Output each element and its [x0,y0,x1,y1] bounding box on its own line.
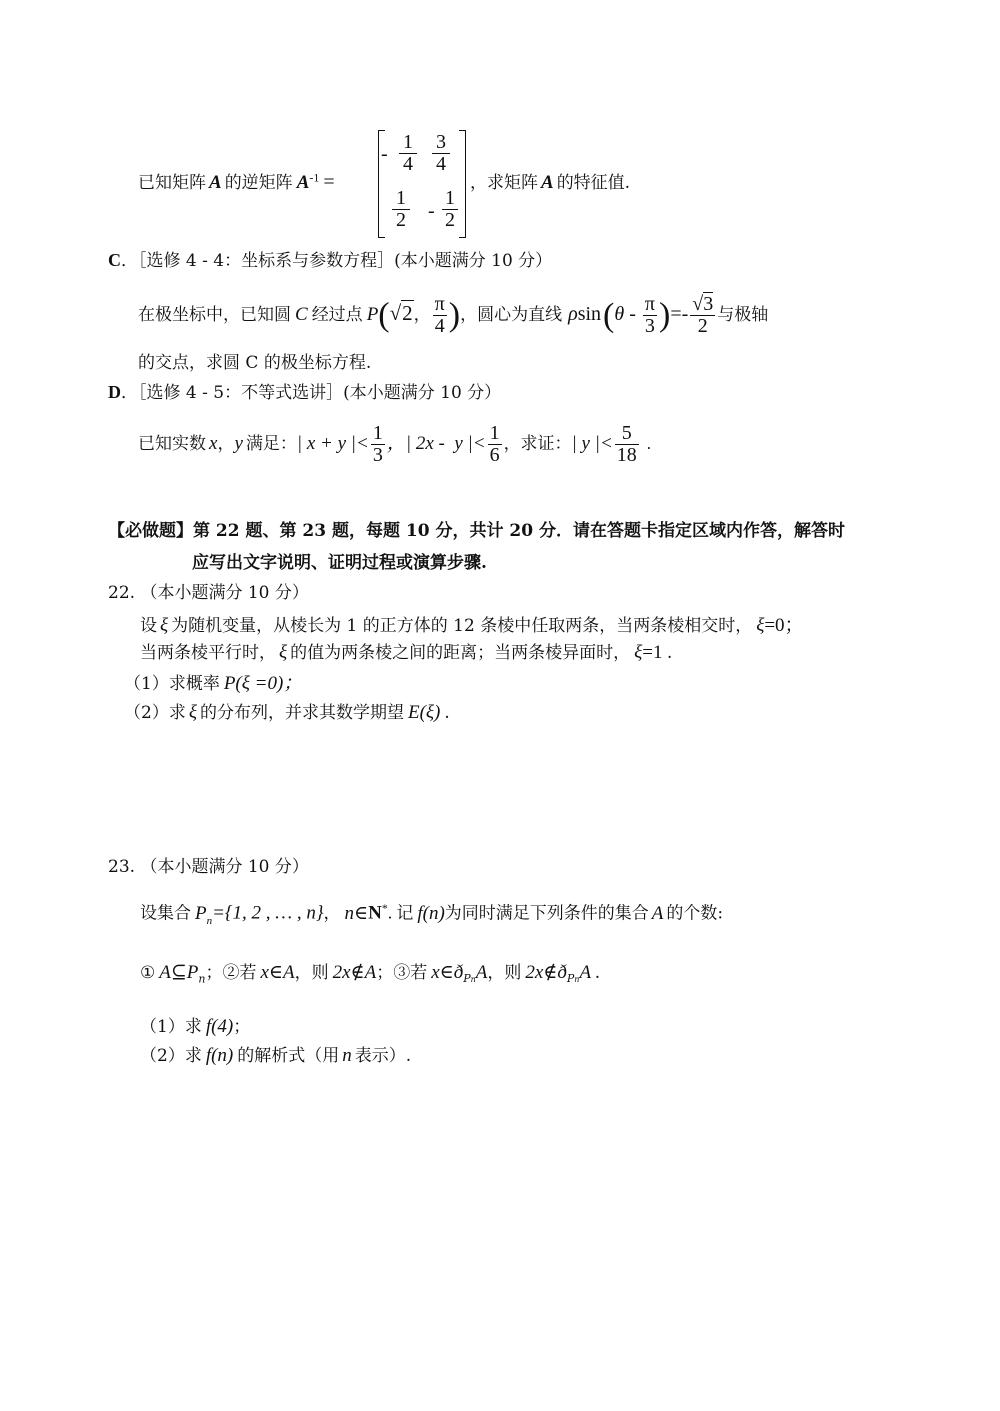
x-in-A: x∈A [260,962,295,983]
text: . 记 [387,903,414,923]
denominator: 18 [616,444,637,466]
comma: ， [217,434,235,454]
fraction-5-18 [615,423,639,466]
text: ，求矩阵 [470,173,538,193]
text: 表示）. [354,1046,412,1066]
denominator: 3 [372,444,383,466]
point-P: P [366,304,379,325]
section-c-line2 [138,348,371,373]
set-A: A . [579,962,601,983]
theta: θ [614,303,625,325]
inequality-3: | y |< [571,433,613,454]
exponent: -1 [309,170,320,185]
q23-part2 [140,1041,411,1067]
numerator: 1 [403,131,413,153]
xi: ξ [188,702,197,723]
period: . [646,434,652,453]
equals-zero: =0； [764,615,804,636]
text: ；②若 [205,963,257,983]
required-instructions-line1 [108,516,845,541]
matrix-A-inverse: A [296,172,310,193]
subscript-Pn [567,972,580,985]
fraction-pi-over-4 [433,294,447,337]
text: （1）求 [140,1017,202,1037]
text: 已知实数 [138,434,206,454]
numerator: 1 [445,187,455,209]
n-in: n∈ [344,902,369,924]
inequality-1: | x + y |< [296,433,369,454]
matrix-cell-r2c1 [392,188,410,231]
section-label: C [108,250,121,270]
subscript-n: n [206,914,213,927]
fraction-1-3 [371,423,385,466]
q22-part1 [124,668,302,695]
radicand: 2 [402,301,413,325]
2x-not-in-complement: 2x∉ð [525,962,567,983]
q22-part2 [124,698,450,724]
numerator: π [644,293,655,315]
text: ，则 [294,963,329,983]
text: 与极轴 [717,305,769,325]
q22-line1 [140,610,804,637]
circled-1: ① [140,963,156,983]
heading-text: ．［选修 4 - 5：不等式选讲］(本小题满分 10 分） [121,383,502,403]
denominator: 3 [643,315,657,337]
xi: ξ [756,615,765,636]
sqrt-2: √2 [389,301,413,325]
fraction-pi-over-3 [643,294,657,337]
xi: ξ [279,642,288,663]
section-c-heading [108,246,552,271]
radicand: 3 [703,293,714,315]
circle-C: C [295,304,308,325]
text: 的逆矩阵 [224,173,293,193]
matrix-cell-r1c2 [432,132,450,175]
section-label: D [108,382,121,402]
text: 的特征值. [556,173,631,193]
P: P [566,972,575,986]
denominator: 2 [392,209,410,231]
f-of-4: f(4) [205,1016,234,1037]
probability-expression: P(ξ =0)； [223,673,303,694]
matrix-problem-tail [470,168,630,194]
text: ； [233,1017,251,1037]
paren-close: ) [658,296,671,334]
text: 满足： [245,434,297,454]
text: ，则 [487,963,522,983]
equals-minus: =- [670,303,689,325]
q23-heading [108,852,309,877]
matrix-cell-r1c1 [381,131,417,175]
matrix-bracket-right [459,130,466,238]
section-d-line1 [138,420,651,468]
numerator: √3 [692,293,714,315]
q23-conditions [140,955,600,998]
denominator: 6 [489,444,500,466]
set-A: A [651,902,664,924]
numerator: 3 [436,131,446,153]
text: 为同时满足下列条件的集合 [444,903,649,924]
text: 为随机变量，从棱长为 1 的正方体的 12 条棱中任取两条，当两条棱相交时， [171,616,753,636]
var-x: x [209,433,218,454]
text: 的解析式（用 [237,1046,340,1066]
minus-sign: - [428,200,435,222]
denominator: 4 [399,153,417,175]
q23-part1 [140,1012,250,1038]
subscript-n: n [198,972,206,986]
set-Pn [195,902,213,927]
matrix-cell-r2c2 [428,188,458,231]
text: 的值为两条棱之间的距离；当两条棱异面时， [290,643,631,663]
expectation-expression: E(ξ) . [407,702,450,723]
text: 的交点，求圆 C 的极坐标方程. [138,353,372,373]
denominator: 2 [690,315,715,337]
subscript-Pn [463,972,476,985]
comma: ， [413,305,431,325]
sin: sin [577,303,602,325]
n: n [574,975,580,985]
rho: ρ [568,303,578,325]
x-in-complement: x∈ð [431,962,464,983]
text: 当两条棱平行时， [140,643,276,663]
denominator: 4 [432,153,450,175]
inequality-2: ，| 2x - y |< [386,433,486,454]
text: ，求证： [503,434,572,454]
xi: ξ [634,642,643,663]
naturals-N: N [368,902,382,924]
numerator: 5 [621,422,632,444]
denominator: 2 [442,209,458,231]
f-of-n: f(n) [205,1045,234,1066]
text: 的个数: [666,903,724,924]
minus-sign: - [381,143,388,165]
denominator: 4 [433,315,447,337]
text: （2）求 [124,703,186,723]
set-A: A [475,962,488,983]
matrix-A: A [541,172,554,193]
q22-heading [108,578,309,603]
var-y: y [234,433,243,454]
matrix-A: A [209,172,222,193]
P: P [195,902,207,924]
numerator: 1 [396,187,406,209]
text: （1）求概率 [124,674,220,694]
required-instructions-line2 [192,548,487,573]
fraction-1-6 [488,423,502,466]
text: 应写出文字说明、证明过程或演算步骤. [192,553,487,573]
P: P [463,972,471,986]
numerator: 1 [372,422,383,444]
comma: ， [323,903,341,924]
n: n [470,975,476,985]
text: 22. （本小题满分 10 分） [108,583,309,603]
set-definition: ={1, 2 , … , n} [212,902,324,924]
xi: ξ [160,615,169,636]
paren-open: ( [378,296,390,334]
text: 设集合 [140,903,191,924]
paren-open: ( [603,296,615,334]
text: ；③若 [376,963,428,983]
fraction-sqrt3-over-2 [690,294,715,337]
text: 在极坐标中，已知圆 [138,305,291,325]
equals: = [323,171,335,193]
heading-text: ．［选修 4 - 4：坐标系与参数方程］(本小题满分 10 分） [121,251,553,271]
section-d-heading [108,378,501,403]
text: 23. （本小题满分 10 分） [108,857,309,877]
matrix-problem-line [138,168,335,194]
section-c-line1 [138,290,768,338]
q22-line2 [140,638,672,664]
f-of-n: f(n) [417,902,445,924]
paren-close: ) [448,296,461,334]
text: 已知矩阵 [138,173,206,193]
text: 【必做题】第 22 题、第 23 题，每题 10 分，共计 20 分．请在答题卡指定区域内作答，解答时 [108,521,845,541]
numerator: 1 [489,422,500,444]
text: 设 [140,616,157,636]
minus: - [624,303,641,325]
var-n: n [342,1045,352,1066]
star: * [381,901,388,915]
text: ，圆心为直线 [460,305,563,325]
equals-one: =1 . [642,642,672,663]
2x-not-in-A: 2x∉A [332,962,377,983]
text: 经过点 [311,305,363,325]
text: 的分布列，并求其数学期望 [199,703,404,723]
subset-expression: A⊆P [159,962,199,983]
text: （2）求 [140,1046,202,1066]
numerator: π [434,293,445,315]
q23-line1 [140,890,723,938]
